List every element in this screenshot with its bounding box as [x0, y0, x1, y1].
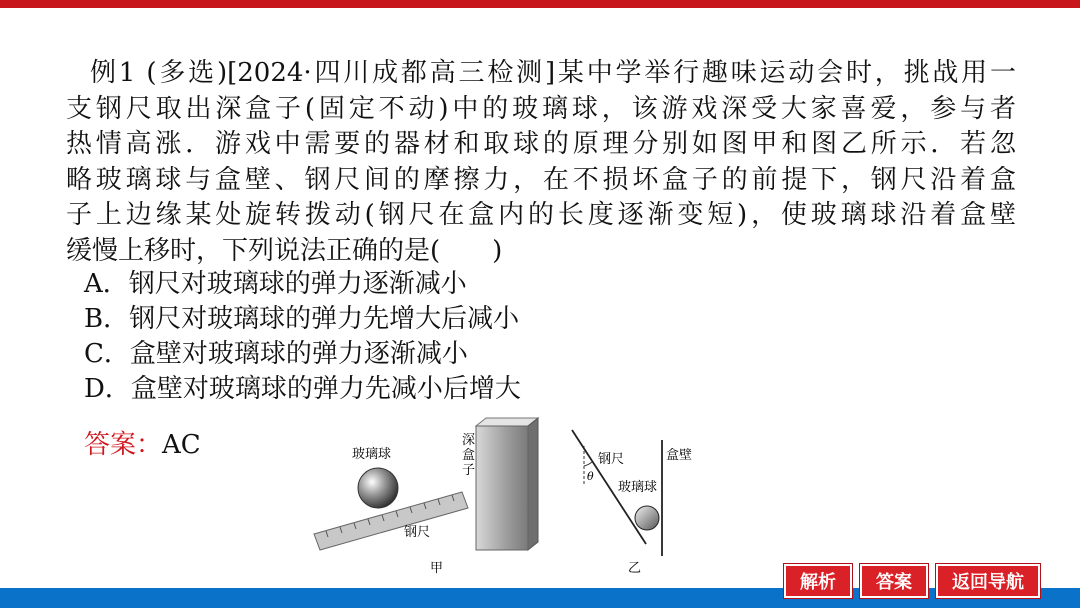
- back-to-nav-button[interactable]: 返回导航: [936, 564, 1040, 598]
- answer-label: 答案：: [84, 430, 163, 460]
- yi-ruler-label: 钢尺: [598, 452, 625, 467]
- jia-caption: 甲: [430, 561, 444, 576]
- nav-buttons: [784, 564, 1040, 598]
- answer-button[interactable]: 答案: [860, 564, 928, 598]
- stem-line-5: 子上边缘某处旋转拨动(钢尺在盒内的长度逐渐变短)，使玻璃球沿着盒壁: [66, 200, 1016, 230]
- question-stem: [66, 56, 1016, 269]
- option-d: D．盒壁对玻璃球的弹力先减小后增大: [84, 374, 521, 404]
- stem-line-1: 例1 (多选)[2024·四川成都高三检测]某中学举行趣味运动会时，挑战用一: [90, 58, 1016, 88]
- stem-line-4: 略玻璃球与盒壁、钢尺间的摩擦力，在不损坏盒子的前提下，钢尺沿着盒: [66, 164, 1016, 195]
- yi-wall-label: 盒壁: [666, 448, 693, 463]
- stem-line-2: 支钢尺取出深盒子(固定不动)中的玻璃球，该游戏深受大家喜爱，参与者: [66, 93, 1016, 124]
- stem-line-6: 缓慢上移时，下列说法正确的是( ): [66, 235, 503, 266]
- jia-ruler-label: 钢尺: [404, 525, 431, 540]
- option-c: C．盒壁对玻璃球的弹力逐渐减小: [84, 339, 468, 369]
- glass-ball-image: [358, 468, 398, 508]
- jia-ball-label: 玻璃球: [352, 447, 392, 462]
- stem-line-3: 热情高涨．游戏中需要的器材和取球的原理分别如图甲和图乙所示．若忽: [66, 129, 1016, 159]
- yi-ball-label: 玻璃球: [618, 480, 658, 495]
- option-b: B．钢尺对玻璃球的弹力先增大后减小: [84, 304, 520, 334]
- answer-line: [84, 424, 201, 461]
- yi-angle-label: θ: [587, 470, 594, 483]
- yi-ball: [635, 506, 659, 530]
- jia-box-label-3: 子: [462, 463, 476, 478]
- jia-box-label-2: 盒: [462, 448, 476, 463]
- physics-figure: [300, 412, 720, 580]
- option-a: A．钢尺对玻璃球的弹力逐渐减小: [84, 269, 467, 299]
- analysis-button[interactable]: 解析: [784, 564, 852, 598]
- jia-box-label-1: 深: [462, 433, 476, 448]
- yi-caption: 乙: [628, 561, 642, 576]
- answer-value: AC: [162, 430, 201, 460]
- top-accent-bar: [0, 0, 1080, 8]
- deep-box-image: [476, 418, 538, 550]
